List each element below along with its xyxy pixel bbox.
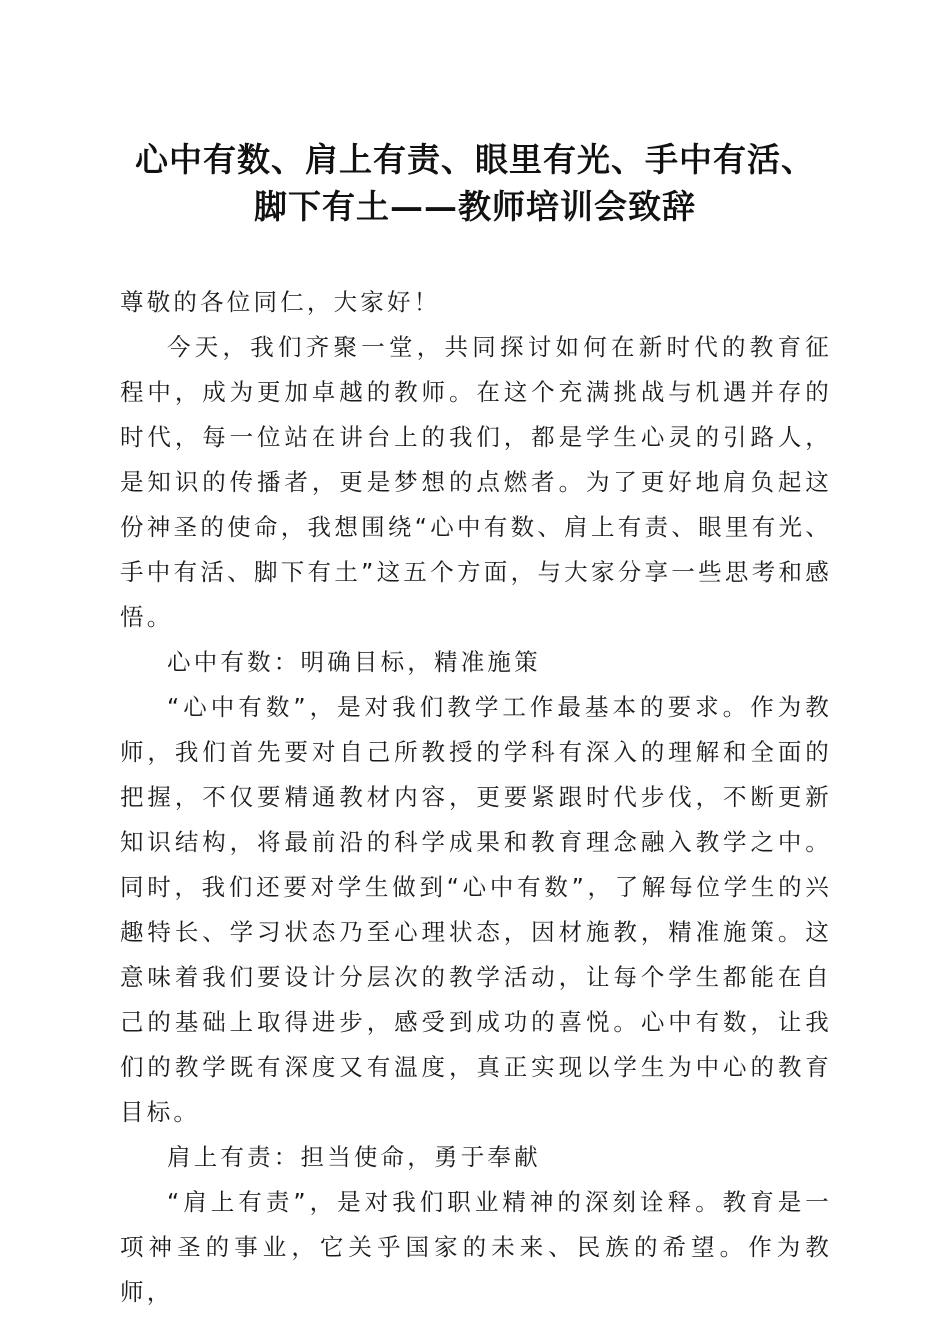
- title-line-2: 脚下有土——教师培训会致辞: [254, 187, 696, 226]
- section-heading-1: 心中有数：明确目标，精准施策: [167, 648, 541, 676]
- section-1-paragraph: “心中有数”，是对我们教学工作最基本的要求。作为教师，我们首先要对自己所教授的学科有深入的理解和全面的把握，不仅要精通教材内容，更要紧跟时代步伐，不断更新知识结构，将最前沿的科学成果和教育理念融入教学之中。同时，我们还要对学生做到“心中有数”，了解每位学生的兴趣特长、学习状态乃至心理状态，因材施教，精准施策。这意味着我们要设计分层次的教学活动，让每个学生都能在自己的基础上取得进步，感受到成功的喜悦。心中有数，让我们的教学既有深度又有温度，真正实现以学生为中心的教育目标。: [120, 693, 832, 1126]
- document-body: [120, 280, 832, 1315]
- document-title: [100, 136, 850, 230]
- title-line-1: 心中有数、肩上有责、眼里有光、手中有活、: [135, 140, 815, 179]
- section-2-paragraph: “肩上有责”，是对我们职业精神的深刻诠释。教育是一项神圣的事业，它关乎国家的未来、民族的希望。作为教师，: [120, 1188, 832, 1306]
- greeting-paragraph: 尊敬的各位同仁，大家好！: [120, 288, 441, 316]
- section-heading-2: 肩上有责：担当使命，勇于奉献: [167, 1143, 541, 1171]
- intro-paragraph: 今天，我们齐聚一堂，共同探讨如何在新时代的教育征程中，成为更加卓越的教师。在这个充满挑战与机遇并存的时代，每一位站在讲台上的我们，都是学生心灵的引路人，是知识的传播者，更是梦想的点燃者。为了更好地肩负起这份神圣的使命，我想围绕“心中有数、肩上有责、眼里有光、手中有活、脚下有土”这五个方面，与大家分享一些思考和感悟。: [120, 333, 832, 631]
